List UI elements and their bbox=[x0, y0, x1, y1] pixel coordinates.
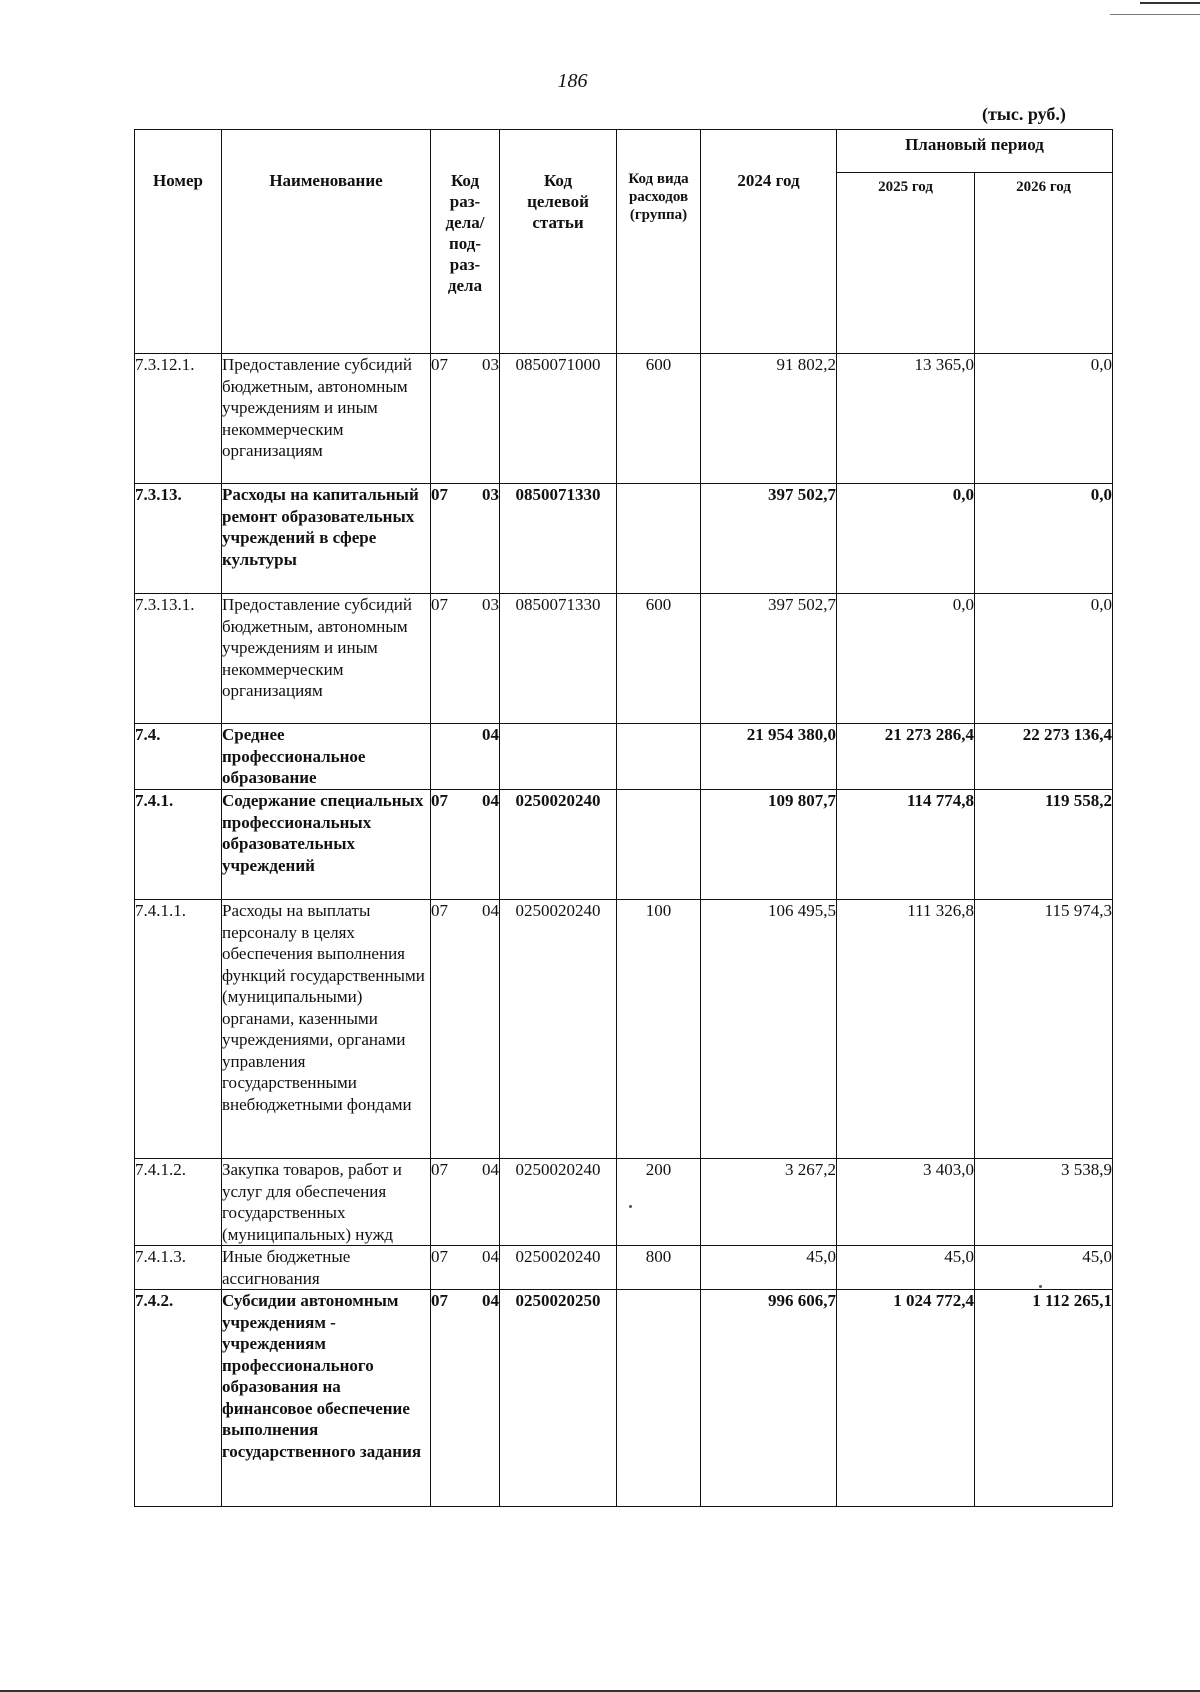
cell-amount-2026: 3 538,9 bbox=[975, 1159, 1113, 1246]
header-name: Наименование bbox=[222, 130, 431, 354]
cell-name: Закупка товаров, работ и услуг для обеспечения государственных (муниципальных) нужд bbox=[222, 1159, 431, 1246]
table-row bbox=[135, 790, 1113, 900]
cell-podrazdel: 03 bbox=[482, 355, 499, 374]
cell-name: Предоставление субсидий бюджетным, автономным учреждениям и иным некоммерческим организациям bbox=[222, 594, 431, 724]
scan-border-top bbox=[1140, 2, 1200, 4]
cell-razdel: 07 bbox=[431, 1291, 448, 1310]
cell-target-code bbox=[500, 724, 617, 790]
header-section-code bbox=[431, 130, 500, 354]
cell-razdel: 07 bbox=[431, 1247, 448, 1266]
cell-podrazdel: 04 bbox=[482, 791, 499, 810]
cell-expense-type: 600 bbox=[617, 354, 701, 484]
cell-number: 7.4.2. bbox=[135, 1290, 222, 1507]
cell-target-code: 0250020250 bbox=[500, 1290, 617, 1507]
cell-number: 7.3.13.1. bbox=[135, 594, 222, 724]
cell-expense-type bbox=[617, 790, 701, 900]
cell-amount-2026: 1 112 265,1 bbox=[975, 1290, 1113, 1507]
cell-section-code bbox=[431, 790, 500, 900]
cell-name: Расходы на капитальный ремонт образовательных учреждений в сфере культуры bbox=[222, 484, 431, 594]
budget-table bbox=[134, 129, 1113, 1507]
header-year-2025: 2025 год bbox=[837, 173, 975, 354]
cell-razdel: 07 bbox=[431, 595, 448, 614]
cell-amount-2025: 3 403,0 bbox=[837, 1159, 975, 1246]
cell-name: Расходы на выплаты персоналу в целях обеспечения выполнения функций государственными (муниципальными) органами, казенными учреждениями, органами управления государственными внебюджетными фондами bbox=[222, 900, 431, 1159]
cell-podrazdel: 04 bbox=[482, 1291, 499, 1310]
cell-target-code: 0250020240 bbox=[500, 1246, 617, 1290]
cell-expense-type: 200 bbox=[617, 1159, 701, 1246]
cell-number: 7.4.1. bbox=[135, 790, 222, 900]
cell-amount-2024: 109 807,7 bbox=[701, 790, 837, 900]
cell-target-code: 0250020240 bbox=[500, 900, 617, 1159]
table-row bbox=[135, 724, 1113, 790]
cell-section-code bbox=[431, 1246, 500, 1290]
cell-podrazdel: 03 bbox=[482, 595, 499, 614]
cell-amount-2025: 114 774,8 bbox=[837, 790, 975, 900]
table-row bbox=[135, 594, 1113, 724]
cell-target-code: 0250020240 bbox=[500, 1159, 617, 1246]
cell-razdel: 07 bbox=[431, 1160, 448, 1179]
cell-razdel: 07 bbox=[431, 485, 448, 504]
header-number: Номер bbox=[135, 130, 222, 354]
cell-name: Предоставление субсидий бюджетным, автономным учреждениям и иным некоммерческим организациям bbox=[222, 354, 431, 484]
cell-amount-2025: 45,0 bbox=[837, 1246, 975, 1290]
cell-amount-2024: 3 267,2 bbox=[701, 1159, 837, 1246]
cell-podrazdel: 03 bbox=[482, 485, 499, 504]
cell-amount-2024: 397 502,7 bbox=[701, 594, 837, 724]
header-year-2024: 2024 год bbox=[701, 130, 837, 354]
units-label: (тыс. руб.) bbox=[982, 104, 1066, 124]
cell-amount-2024: 397 502,7 bbox=[701, 484, 837, 594]
cell-number: 7.4.1.1. bbox=[135, 900, 222, 1159]
table-body bbox=[135, 354, 1113, 1507]
cell-section-code bbox=[431, 900, 500, 1159]
cell-amount-2025: 13 365,0 bbox=[837, 354, 975, 484]
page-number: 186 bbox=[557, 70, 588, 92]
cell-amount-2026: 22 273 136,4 bbox=[975, 724, 1113, 790]
table-row bbox=[135, 1290, 1113, 1507]
header-year-2026: 2026 год bbox=[975, 173, 1113, 354]
cell-amount-2024: 996 606,7 bbox=[701, 1290, 837, 1507]
cell-podrazdel: 04 bbox=[482, 1160, 499, 1179]
cell-amount-2024: 45,0 bbox=[701, 1246, 837, 1290]
table-row bbox=[135, 354, 1113, 484]
cell-amount-2025: 0,0 bbox=[837, 484, 975, 594]
table-row bbox=[135, 1159, 1113, 1246]
cell-razdel: 07 bbox=[431, 791, 448, 810]
cell-expense-type: 800 bbox=[617, 1246, 701, 1290]
cell-amount-2025: 111 326,8 bbox=[837, 900, 975, 1159]
cell-section-code bbox=[431, 1290, 500, 1507]
cell-name: Субсидии автономным учреждениям - учреждениям профессионального образования на финансовое обеспечение выполнения государственного задания bbox=[222, 1290, 431, 1507]
table-row bbox=[135, 1246, 1113, 1290]
cell-section-code bbox=[431, 354, 500, 484]
cell-section-code bbox=[431, 594, 500, 724]
cell-name: Среднее профессиональное образование bbox=[222, 724, 431, 790]
cell-razdel: 07 bbox=[431, 901, 448, 920]
cell-razdel: 07 bbox=[431, 355, 448, 374]
scan-speck bbox=[629, 1205, 632, 1208]
cell-expense-type bbox=[617, 484, 701, 594]
cell-amount-2026: 0,0 bbox=[975, 484, 1113, 594]
cell-amount-2025: 1 024 772,4 bbox=[837, 1290, 975, 1507]
cell-amount-2026: 0,0 bbox=[975, 594, 1113, 724]
cell-podrazdel: 04 bbox=[482, 901, 499, 920]
header-expense-type-code-text: Код вида расходов (группа) bbox=[628, 171, 689, 223]
cell-amount-2026: 45,0 bbox=[975, 1246, 1113, 1290]
cell-target-code: 0850071000 bbox=[500, 354, 617, 484]
header-target-code bbox=[500, 130, 617, 354]
cell-expense-type bbox=[617, 724, 701, 790]
cell-expense-type: 100 bbox=[617, 900, 701, 1159]
cell-amount-2025: 0,0 bbox=[837, 594, 975, 724]
cell-section-code bbox=[431, 484, 500, 594]
cell-target-code: 0850071330 bbox=[500, 484, 617, 594]
cell-number: 7.3.12.1. bbox=[135, 354, 222, 484]
cell-section-code bbox=[431, 724, 500, 790]
scan-speck bbox=[1039, 1285, 1042, 1288]
cell-amount-2025: 21 273 286,4 bbox=[837, 724, 975, 790]
cell-amount-2026: 0,0 bbox=[975, 354, 1113, 484]
cell-amount-2024: 21 954 380,0 bbox=[701, 724, 837, 790]
table-row bbox=[135, 900, 1113, 1159]
cell-expense-type: 600 bbox=[617, 594, 701, 724]
header-row bbox=[135, 130, 1113, 173]
cell-name: Иные бюджетные ассигнования bbox=[222, 1246, 431, 1290]
cell-section-code bbox=[431, 1159, 500, 1246]
cell-expense-type bbox=[617, 1290, 701, 1507]
header-section-code-text: Код раз- дела/ под- раз- дела bbox=[445, 171, 485, 295]
cell-number: 7.4. bbox=[135, 724, 222, 790]
header-planned-period: Плановый период bbox=[837, 130, 1113, 173]
cell-amount-2026: 119 558,2 bbox=[975, 790, 1113, 900]
cell-number: 7.4.1.2. bbox=[135, 1159, 222, 1246]
cell-name: Содержание специальных профессиональных образовательных учреждений bbox=[222, 790, 431, 900]
cell-number: 7.4.1.3. bbox=[135, 1246, 222, 1290]
table-row bbox=[135, 484, 1113, 594]
cell-podrazdel: 04 bbox=[482, 725, 499, 744]
cell-amount-2026: 115 974,3 bbox=[975, 900, 1113, 1159]
cell-number: 7.3.13. bbox=[135, 484, 222, 594]
cell-podrazdel: 04 bbox=[482, 1247, 499, 1266]
header-target-code-text: Код целевой статьи bbox=[527, 171, 589, 232]
cell-amount-2024: 106 495,5 bbox=[701, 900, 837, 1159]
scan-border-top-thin bbox=[1110, 14, 1200, 15]
cell-target-code: 0250020240 bbox=[500, 790, 617, 900]
cell-amount-2024: 91 802,2 bbox=[701, 354, 837, 484]
cell-target-code: 0850071330 bbox=[500, 594, 617, 724]
header-expense-type-code bbox=[617, 130, 701, 354]
